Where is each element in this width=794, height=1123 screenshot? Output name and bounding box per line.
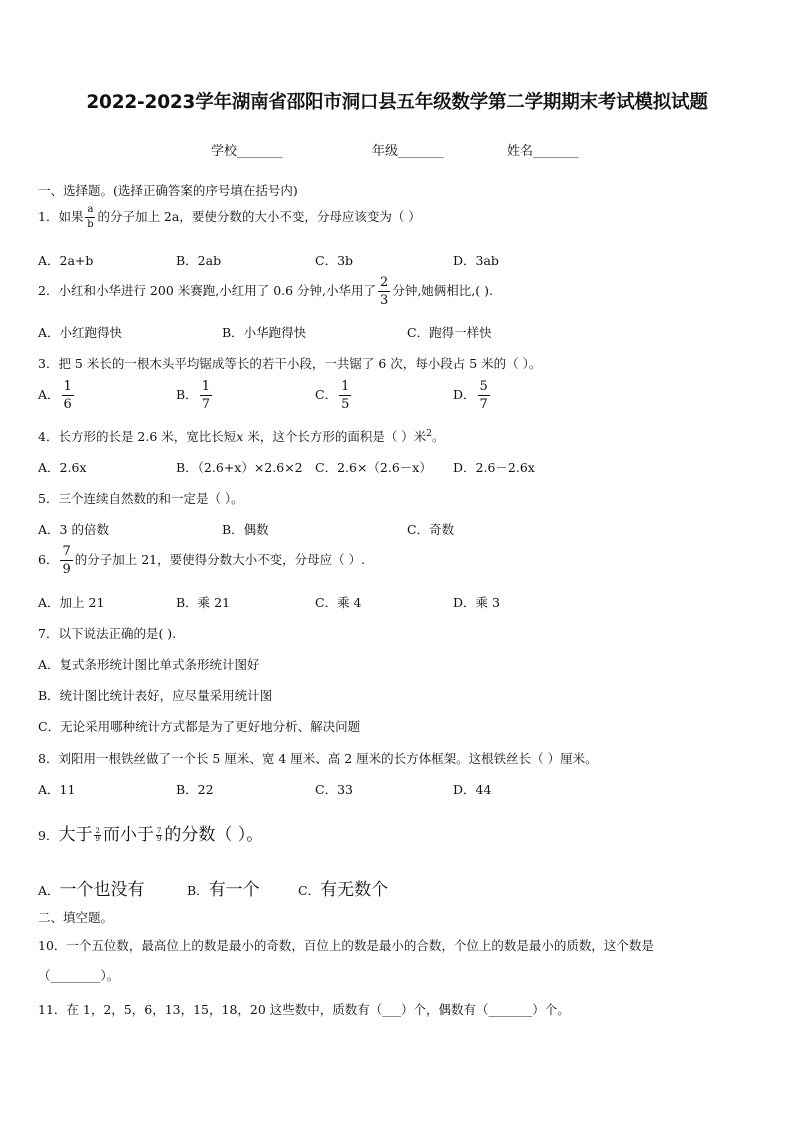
option-text: 有无数个 bbox=[320, 880, 389, 900]
school-field bbox=[211, 140, 283, 159]
fraction bbox=[60, 545, 72, 576]
option-c bbox=[298, 875, 388, 900]
option-c: C．奇数 bbox=[407, 522, 455, 537]
question-number: 1． bbox=[38, 209, 59, 224]
superscript: 2 bbox=[426, 428, 433, 439]
option-c: C．33 bbox=[315, 782, 353, 797]
option-a: A．加上 21 bbox=[38, 595, 105, 610]
numerator: 2 bbox=[380, 275, 389, 290]
name-underline: _______ bbox=[533, 144, 579, 159]
question-text: 的分子加上 2a，要使分数的大小不变，分母应该变为（ ） bbox=[97, 209, 421, 224]
option-d: D．乘 3 bbox=[453, 595, 500, 610]
option-label: B． bbox=[176, 387, 198, 402]
option-c: C．2.6×（2.6－x） bbox=[315, 460, 432, 475]
option-label: C． bbox=[298, 883, 321, 898]
question-10: 10．一个五位数，最高位上的数是最小的奇数，百位上的数是最小的合数，个位上的数是最小的质数，这个数是 bbox=[38, 938, 654, 953]
fraction bbox=[94, 828, 100, 843]
name-field bbox=[507, 140, 579, 159]
numerator: 5 bbox=[479, 379, 488, 394]
option-c: C．跑得一样快 bbox=[407, 325, 492, 340]
option-d: D．44 bbox=[453, 782, 492, 797]
numerator: 1 bbox=[63, 379, 72, 394]
question-number: 2． bbox=[38, 283, 59, 298]
question-number: 9． bbox=[38, 828, 59, 843]
question-7: 7．以下说法正确的是( ). bbox=[38, 626, 177, 641]
denominator: 6 bbox=[63, 397, 72, 412]
option-text: 一个也没有 bbox=[59, 880, 145, 900]
option-c: C．无论采用哪种统计方式都是为了更好地分析、解决问题 bbox=[38, 719, 361, 734]
denominator: 3 bbox=[380, 293, 389, 308]
denominator: 7 bbox=[479, 397, 488, 412]
option-b: B．乘 21 bbox=[176, 595, 231, 610]
question-11: 11．在 1，2，5，6，13，15，18，20 这些数中，质数有（___）个，偶数有（_______）个。 bbox=[38, 1002, 570, 1017]
question-text: 如果 bbox=[58, 209, 84, 224]
option-b bbox=[187, 875, 260, 900]
fraction bbox=[378, 276, 390, 307]
question-4 bbox=[38, 427, 445, 445]
option-b: B．22 bbox=[176, 782, 214, 797]
question-2 bbox=[38, 276, 493, 307]
question-text: 4．长方形的长是 2.6 米，宽比长短 bbox=[38, 429, 237, 444]
option-b: B．小华跑得快 bbox=[222, 325, 307, 340]
question-text: 。 bbox=[432, 429, 445, 444]
name-label: 姓名 bbox=[507, 144, 534, 159]
question-text: 分钟,她俩相比,( ). bbox=[392, 283, 493, 298]
question-3: 3．把 5 米长的一根木头平均锯成等长的若干小段，一共锯了 6 次，每小段占 5 米的（ ）。 bbox=[38, 356, 542, 371]
option-a bbox=[38, 380, 76, 411]
question-8: 8．刘阳用一根铁丝做了一个长 5 厘米、宽 4 厘米、高 2 厘米的长方体框架。这根铁丝长（ ）厘米。 bbox=[38, 751, 598, 766]
option-label: A． bbox=[38, 387, 60, 402]
question-text: 米，这个长方形的面积是（ ）米 bbox=[243, 429, 427, 444]
question-text: 小红和小华进行 200 米赛跑,小红用了 0.6 分钟,小华用了 bbox=[58, 283, 377, 298]
option-c: C．3b bbox=[315, 253, 354, 268]
fraction bbox=[156, 828, 162, 843]
option-a: A．2.6x bbox=[38, 460, 87, 475]
numerator: 7 bbox=[156, 827, 162, 835]
option-label: D． bbox=[453, 387, 476, 402]
question-text: 的分子加上 21，要使得分数大小不变，分母应（ ）. bbox=[74, 552, 366, 567]
denominator: 9 bbox=[156, 835, 162, 843]
denominator: 7 bbox=[201, 397, 210, 412]
grade-underline: _______ bbox=[398, 144, 444, 159]
question-9 bbox=[38, 820, 263, 845]
fraction bbox=[62, 380, 74, 411]
option-b: B．2ab bbox=[176, 253, 222, 268]
question-6 bbox=[38, 545, 365, 576]
numerator: 1 bbox=[341, 379, 350, 394]
school-label: 学校 bbox=[211, 144, 238, 159]
numerator: a bbox=[85, 205, 95, 218]
section-heading-choice: 一、选择题。(选择正确答案的序号填在括号内) bbox=[38, 183, 298, 198]
variable: x bbox=[236, 429, 244, 444]
option-b: B．（2.6+x）×2.6×2 bbox=[176, 460, 303, 475]
option-c bbox=[315, 380, 353, 411]
question-5: 5．三个连续自然数的和一定是（ ）。 bbox=[38, 491, 244, 506]
option-a: A．小红跑得快 bbox=[38, 325, 123, 340]
option-b: B．偶数 bbox=[222, 522, 269, 537]
numerator: 1 bbox=[201, 379, 210, 394]
option-a: A．11 bbox=[38, 782, 76, 797]
option-c: C．乘 4 bbox=[315, 595, 362, 610]
grade-field bbox=[372, 140, 444, 159]
option-label: C． bbox=[315, 387, 338, 402]
option-b: B．统计图比统计表好，应尽量采用统计图 bbox=[38, 688, 273, 703]
option-a bbox=[38, 875, 145, 900]
question-text: 的分数（ ）。 bbox=[164, 825, 264, 845]
denominator: 5 bbox=[341, 397, 350, 412]
question-number: 6． bbox=[38, 552, 59, 567]
option-label: A． bbox=[38, 883, 60, 898]
denominator: 9 bbox=[62, 562, 71, 577]
denominator: 9 bbox=[95, 835, 100, 843]
option-d: D．3ab bbox=[453, 253, 499, 268]
question-1 bbox=[38, 205, 421, 230]
option-a: A．复式条形统计图比单式条形统计图好 bbox=[38, 657, 260, 672]
section-heading-fill: 二、填空题。 bbox=[38, 910, 114, 925]
option-b bbox=[176, 380, 214, 411]
option-a: A．3 的倍数 bbox=[38, 522, 109, 537]
fraction bbox=[339, 380, 351, 411]
option-d: D．2.6－2.6x bbox=[453, 460, 535, 475]
question-text: 而小于 bbox=[102, 825, 154, 845]
option-label: B． bbox=[187, 883, 209, 898]
grade-label: 年级 bbox=[372, 144, 399, 159]
school-underline: _______ bbox=[237, 144, 283, 159]
numerator: 2 bbox=[95, 827, 100, 835]
question-10-answer: （________）。 bbox=[38, 968, 120, 983]
question-text: 大于 bbox=[58, 825, 93, 845]
option-a: A．2a+b bbox=[38, 253, 94, 268]
numerator: 7 bbox=[62, 544, 71, 559]
page-title: 2022-2023学年湖南省邵阳市洞口县五年级数学第二学期期末考试模拟试题 bbox=[86, 92, 708, 113]
option-d bbox=[453, 380, 492, 411]
fraction bbox=[85, 205, 95, 230]
fraction bbox=[478, 380, 490, 411]
fraction bbox=[200, 380, 212, 411]
denominator: b bbox=[87, 219, 94, 230]
option-text: 有一个 bbox=[208, 880, 260, 900]
